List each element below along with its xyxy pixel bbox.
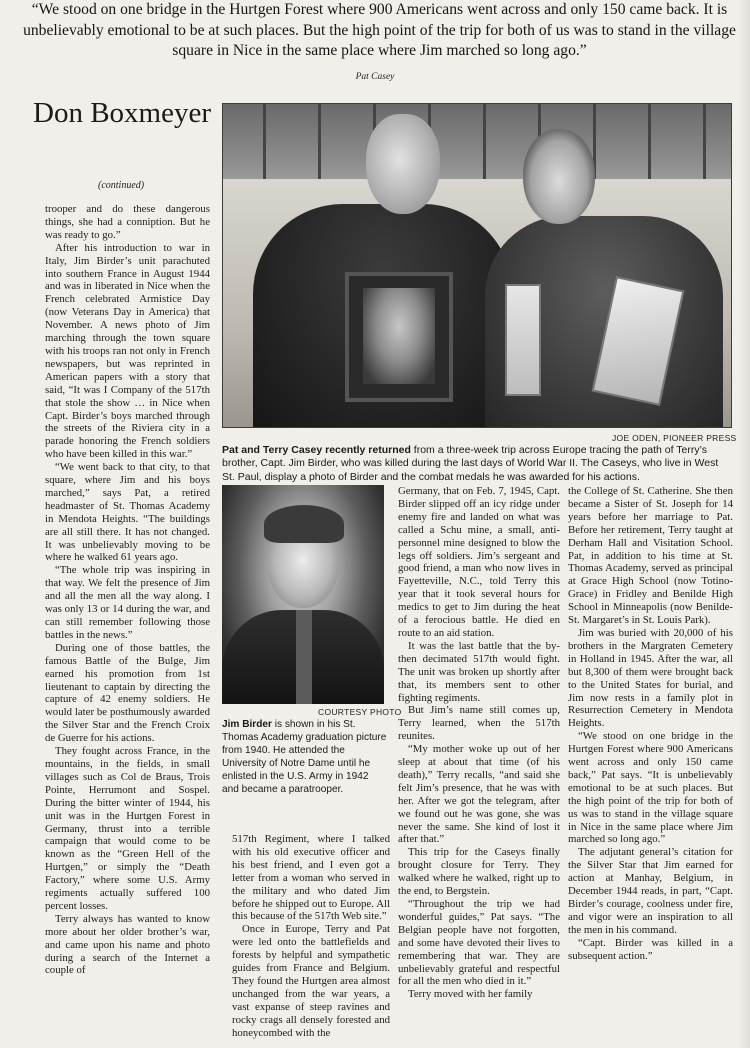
paragraph: “Capt. Birder was killed in a subsequent action.” [568,936,733,962]
continued-label: (continued) [98,180,145,191]
paragraph: Jim was buried with 20,000 of his brothers in the Margraten Cemetery in Holland in 1945. After the war, all but 8,300 of them were brought back to the United States for burial, and Jim now rests in a family plot in Resurrection Cemetery in Mendota Heights. [568,626,733,730]
paragraph: After his introduction to war in Italy, Jim Birder’s unit parachuted into southern France in August 1944 and was in liberated in Nice when the French celebrated Armistice Day (now Veterans Day in America) that November. A news photo of Jim marching through the town square with his troops ran not only in French newspapers, but was reprinted in American papers with a story that said, “It was I Company of the 517th that stole the show … in Nice when Capt. Birder’s boys marched through the streets of the Riviera city in a parade honoring the French soldiers who have been killed in this war.” [45,241,210,461]
paragraph: trooper and do these dangerous things, she had a conniption. But he was ready to go.” [45,203,210,241]
paragraph: Terry always has wanted to know more about her older brother’s war, and came upon his name and photo during a search of the Internet a couple of [45,912,210,977]
paragraph: 517th Regiment, where I talked with his old executive officer and his best friend, and I even got a letter from a woman who served in the military and who dated Jim before he shipped out to Europe. All this because of the 517th Web site.” [232,833,390,923]
paragraph: They fought across France, in the mountains, in the fields, in small villages such as Col de Braus, Trois Pointe, Herrumont and Sospel. During the bitter winter of 1944, his unit was in the Hurtgen Forest in Germany, thrust into a terrible campaign that would come to be known as the “Green Hell of the Hurtgen,” or simply the “Death Factory,” where some U.S. Army regiments actually suffered 100 percent losses. [45,745,210,912]
paragraph: “We went back to that city, to that square, where Jim and his boys marched,” says Pat, a retired headmaster of St. Thomas Academy in Mendota Heights. “The buildings are all still there. It has not changed. It was unbelievably moving to be where he walked 61 years ago. [45,461,210,564]
paragraph: the College of St. Catherine. She then became a Sister of St. Joseph for 14 years before her marriage to Pat. Before her retirement, Terry taught at Derham Hall and Visitation School. Pat, in addition to his time at St. Thomas Academy, served as principal at Grace High School (now Totino-Grace) in Fridley and Benilde High School in Minneapolis (now Benilde-St. Margaret’s in St. Louis Park). [568,485,733,627]
paragraph: “We stood on one bridge in the Hurtgen Forest where 900 Americans went across and only 150 came back,” Pat says. “It is unbelievably emotional to be at such places. But the high point of the trip for both of us was to stand in the village square in Nice in the same place where Jim marched so long ago.” [568,730,733,846]
pull-quote [22,0,737,62]
portrait-caption-lead: Jim Birder [222,719,272,730]
paragraph: “The whole trip was inspiring in that way. We felt the presence of Jim and all the men all the way along. I was only 13 or 14 during the war, and can still remember following those battles in the news.” [45,564,210,641]
pull-quote-attribution: Pat Casey [355,72,395,82]
paragraph: It was the last battle that the by-then decimated 517th would fight. The unit was broken up shortly after that, its members sent to other fighting regiments. [398,639,560,704]
article-column-4 [568,485,733,1048]
main-caption-lead: Pat and Terry Casey recently returned [222,444,411,456]
paragraph: But Jim’s name still comes up, Terry learned, when the 517th reunites. [398,704,560,743]
byline-name: Don Boxmeyer [33,97,211,129]
main-caption-text: from a three-week trip across Europe tracing the path of Terry’s brother, Capt. Jim Birder, who was killed during the last days of World War II. The Caseys, who live in West St. Paul, display a photo of Birder and the combat medals he was awarded for his actions. [222,444,719,483]
article-column-2 [232,833,390,1048]
portrait-photo-caption [222,719,387,796]
portrait-photo-credit: COURTESY PHOTO [318,707,402,717]
portrait-photo [222,485,384,704]
main-photo [222,103,732,428]
paragraph: Germany, that on Feb. 7, 1945, Capt. Birder slipped off an icy ridge under enemy fire and landed on what was called a Schu mine, a small, anti-personnel mine designed to blow the legs off soldiers. Jim’s sergeant and good friend, a man who now lives in Fayetteville, N.C., told Terry this year that it took several hours for medics to get to Jim during the heat of a ferocious battle. He died en route to an aid station. [398,485,560,639]
paragraph: “My mother woke up out of her sleep at about that time (of his death),” Terry recalls, “and said she felt Jim’s presence, that he was with her. After we got the telegram, after we found out he was gone, she was never the same. She kind of lost it after that.” [398,743,560,846]
paper-edge [738,0,750,1048]
medal-case [505,284,541,396]
paragraph: During one of those battles, the famous Battle of the Bulge, Jim earned his promotion from 1st lieutenant to captain by directing the capture of 42 enemy soldiers. He would later be posthumously awarded the Silver Star and the French Croix de Guerre for his actions. [45,641,210,745]
article-column-1 [45,203,210,1048]
main-photo-credit: JOE ODEN, PIONEER PRESS [612,433,737,443]
framed-portrait [345,272,453,402]
article-column-3 [398,485,560,1048]
paragraph: This trip for the Caseys finally brought closure for Terry. They walked where he walked, right up to the end, to Bergstein. [398,846,560,898]
paragraph: Once in Europe, Terry and Pat were led onto the battlefields and forests by helpful and sympathetic guides from France and Belgium. They found the Hurtgen area almost unchanged from the war years, a vast expanse of steep ravines and rocky crags all densely forested and honeycombed with the [232,923,390,1039]
paragraph: “Throughout the trip we had wonderful guides,” Pat says. “The Belgian people have not forgotten, and some have devoted their lives to remembering that war. They are unbelievably grateful and respectful for all the men who died in it.” [398,898,560,988]
main-photo-caption [222,444,732,484]
paragraph: Terry moved with her family [408,988,533,1001]
portrait-caption-text: is shown in his St. Thomas Academy graduation picture from 1940. He attended the University of Notre Dame until he enlisted in the U.S. Army in 1942 and became a paratrooper. [222,719,387,795]
paragraph: The adjutant general’s citation for the Silver Star that Jim earned for action at Manhay, Belgium, in December 1944 reads, in part, “Capt. Birder’s courage, coolness under fire, and vigor were an inspiration to all the men in his command. [568,846,733,936]
pull-quote-text: “We stood on one bridge in the Hurtgen Forest where 900 Americans went across and only 150 came back. It is unbelievably emotional to be at such places. But the high point of the trip for both of us was to stand in the village square in Nice in the same place where Jim marched so long ago.” [23,1,736,59]
